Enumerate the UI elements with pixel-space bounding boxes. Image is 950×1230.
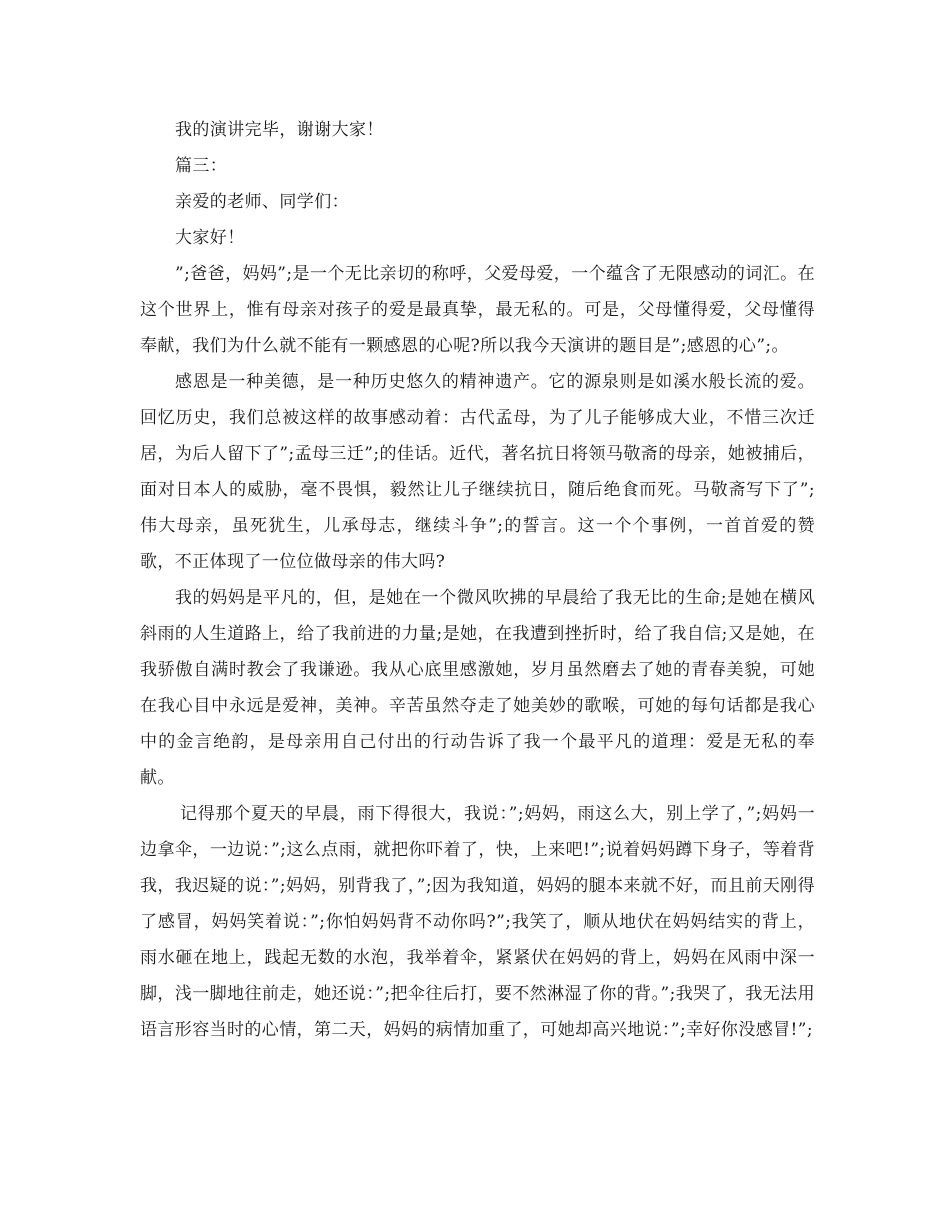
paragraph-my-mother: 我的妈妈是平凡的，但，是她在一个微风吹拂的早晨给了我无比的生命;是她在横风斜雨的人生道路上，给了我前进的力量;是她，在我遭到挫折时，给了我自信;又是她，在我骄傲自满时教会了我谦逊。我从心底里感激她，岁月虽然磨去了她的青春美貌，可她在我心目中永远是爱神，美神。辛苦虽然夺走了她美妙的歌喉，可她的每句话都是我心中的金言绝韵，是母亲用自己付出的行动告诉了我一个最平凡的道理：爱是无私的奉献。 bbox=[140, 588, 815, 788]
paragraph-memory: 记得那个夏天的早晨，雨下得很大，我说：”;妈妈，雨这么大，别上学了，”;妈妈一边拿伞，一边说：”;这么点雨，就把你吓着了，快，上来吧!”;说着妈妈蹲下身子，等着背我，我迟疑的说：”;妈妈，别背我了，”;因为我知道，妈妈的腿本来就不好，而且前天刚得了感冒，妈妈笑着说：”;你怕妈妈背不动你吗?”;我笑了，顺从地伏在妈妈结实的背上，雨水砸在地上，践起无数的水泡，我举着伞，紧紧伏在妈妈的背上，妈妈在风雨中深一脚，浅一脚地往前走，她还说：”;把伞往后打，要不然淋湿了你的背。”;我哭了，我无法用语言形容当时的心情，第二天，妈妈的病情加重了，可她却高兴地说：”;幸好你没感冒!”; bbox=[140, 804, 815, 1040]
salutation: 亲爱的老师、同学们： bbox=[175, 192, 349, 212]
document-body bbox=[140, 112, 815, 1048]
section-heading: 篇三： bbox=[175, 156, 228, 176]
paragraph-intro: ”;爸爸，妈妈”;是一个无比亲切的称呼，父爱母爱，一个蕴含了无限感动的词汇。在这个世界上，惟有母亲对孩子的爱是最真挚，最无私的。可是，父母懂得爱，父母懂得奉献，我们为什么就不能有一颗感恩的心呢?所以我今天演讲的题目是”;感恩的心”;。 bbox=[140, 264, 815, 356]
paragraph-history: 感恩是一种美德，是一种历史悠久的精神遗产。它的源泉则是如溪水般长流的爱。回忆历史，我们总被这样的故事感动着：古代孟母，为了儿子能够成大业，不惜三次迁居，为后人留下了”;孟母三迁”;的佳话。近代，著名抗日将领马敬斋的母亲，她被捕后，面对日本人的威胁，毫不畏惧，毅然让儿子继续抗日，随后绝食而死。马敬斋写下了”;伟大母亲，虽死犹生，儿承母志，继续斗争”;的誓言。这一个个事例，一首首爱的赞歌，不正体现了一位位做母亲的伟大吗? bbox=[140, 372, 815, 572]
closing-line: 我的演讲完毕，谢谢大家！ bbox=[175, 120, 384, 140]
greeting: 大家好！ bbox=[175, 228, 245, 248]
